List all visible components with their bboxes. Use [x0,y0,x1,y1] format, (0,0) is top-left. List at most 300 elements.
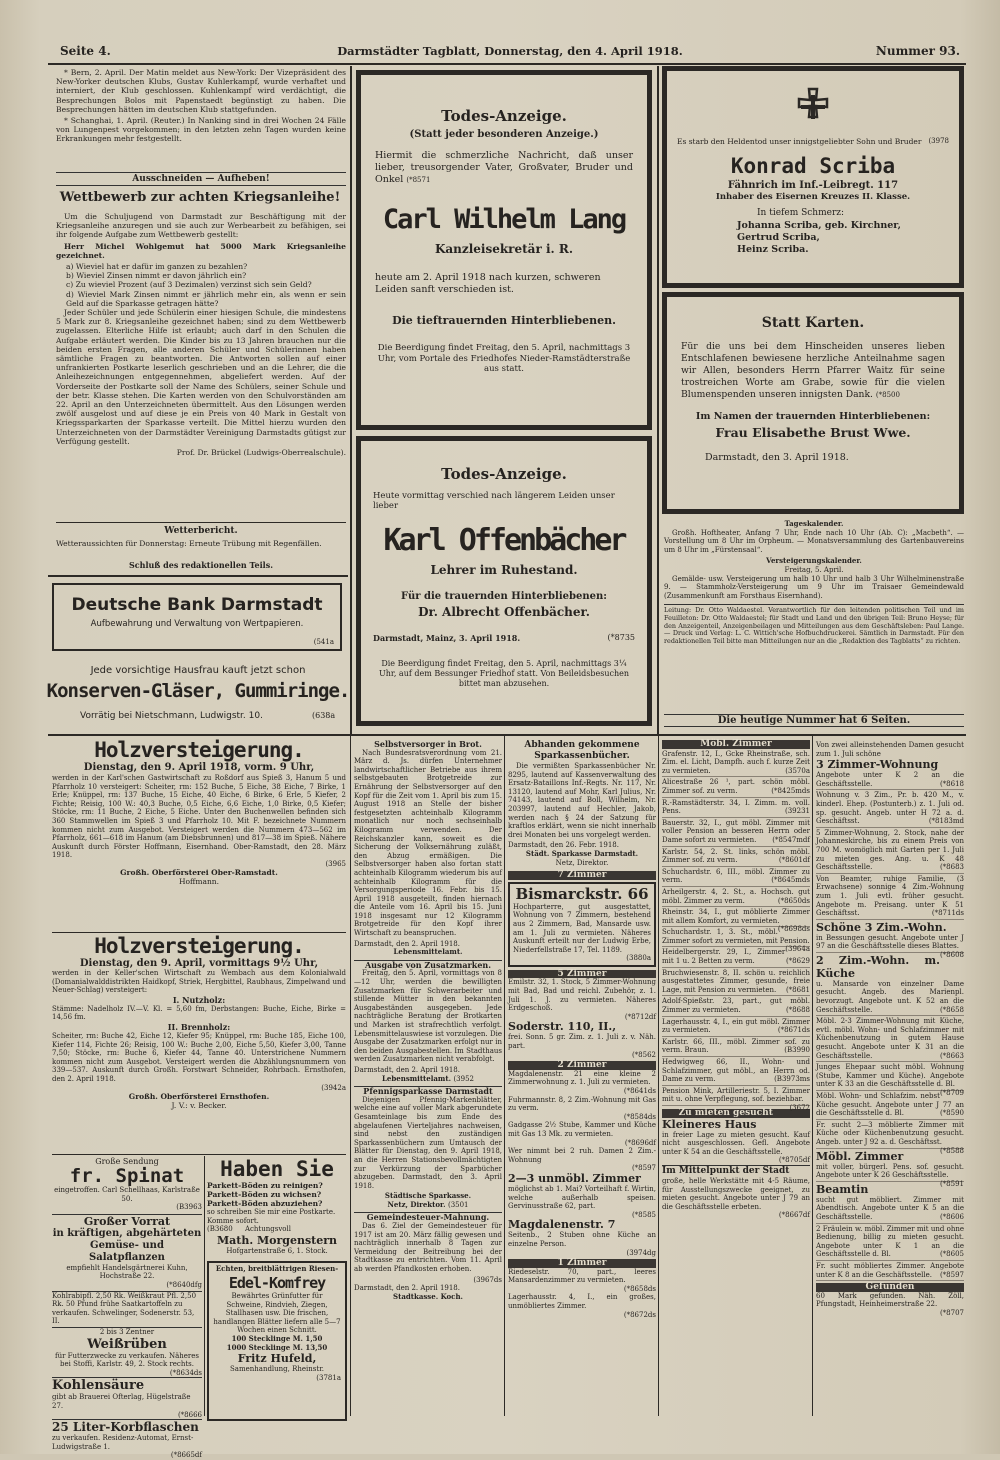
rooms-column [508,740,656,1416]
column-rule [812,736,813,1416]
heading-1-room: 1 Zimmer [508,1259,656,1268]
jars-subtitle: Vorrätig bei Nietschmann, Ludwigstr. 10. [80,711,263,721]
furnished-room-code: (*8425mds [771,786,810,795]
issue-pages-note: Die heutige Nummer hat 6 Seiten. [664,714,964,727]
contest-case: Herr Michel Wohlgemut hat 5000 Mark Kriegsanleihe gezeichnet. [56,241,346,260]
wanted-ad-code: (*8709 [939,1089,964,1097]
news-schanghai: * Schanghai, 1. April. (Reuter.) In Nanking sind in drei Wochen 24 Fälle von Lungenpest vorgekommen; in den letzten zehn Tagen wurden keine Erkrankungen mehr festgestellt. [56,116,346,144]
magd7-text: Seitenb., 2 Stuben ohne Küche an einzelne Person. [508,1231,656,1248]
death2-title: Todes-Anzeige. [441,465,567,483]
magdal-ad: Magdalenenstr. 21 eine kleine 2 Zimmerwohnung z. 1. Juli zu vermieten. [508,1069,656,1087]
notice-savings-text: Diejenigen Pfennig-Markenblätter, welche eine auf voller Mark abgerundete Gesamteinlage bis zum Ende des abgelaufenen Vierteljahres nachweisen, sind nebst den zuständigen Sparkassenbüchern zum Umtausch der Blätter für Dienstag, den 9. April 1918, an die Herren Stationsbevollmächtigten zur Verkürzung der Sparbücher abzugeben. Darmstadt, den 3. April 1918. [354,1095,502,1190]
header-rule [48,63,966,65]
column-rule [504,736,505,1416]
wanted-ad-title: Möbl. Zimmer [816,1149,904,1163]
cut-out-label: Ausschneiden — Aufheben! [56,172,346,186]
page-number-left: Seite 4. [60,44,111,58]
wanted-ad [816,1120,964,1155]
wanted-ad-text: Möbl. 2-3 Zimmer-Wohnung mit Küche, evtl. möbl. Wohn- und Schlafzimmer mit Küchenbenutzung in gutem Hause gesucht. Angebote unter K 31 an die Geschäftsstelle. [816,1017,964,1060]
furnished-room-code: (*8688 [785,1006,810,1015]
haben-footer [207,1225,347,1234]
notice-tax-text: Das 6. Ziel der Gemeindesteuer für 1917 ist am 20. März fällig gewesen und nachträglich innerhalb 8 Tagen zur Vermeidung der Beitreibung bei der Stadtkasse zu entrichten. Vom 11. April ab werden Pfandkosten erhoben. [354,1222,502,1274]
wanted-ad [816,1224,964,1261]
notice-savings-code: (3501 [447,1200,469,1209]
scriba-grief: In tiefem Schmerz: [757,208,845,218]
auction-calendar-title: Versteigerungskalender. [766,556,862,566]
thanks-title: Statt Karten. [761,315,865,331]
furnished-room-code: (*8650ds [777,896,810,905]
wanted-ad [816,1016,964,1062]
komfrey-ad [207,1261,347,1421]
furnished-room-ad [662,749,810,778]
death2-intro: Heute vormittag verschied nach längerem Leiden unser lieber [373,491,615,511]
notice-extra-text: Freitag, den 5. April, vormittags von 8—12 Uhr, werden die bewilligten Zusatzmarken für Schwerarbeiter und stillende Mütter in den bekannten Ausgabeständen ausgegeben. Jede nachträgliche Beratung der Brotkarten und Marken ist strafrechtlich verfolgt. Lebensmittelauswiese ist vorzulegen. Die Ausgabe der Zusatzmarken erfolgt nur in den beiden Ausgabestellen. Im Stadthaus werden Zusatzmarken nicht verabfolgt. [354,969,502,1064]
divider [52,1154,346,1155]
wanted-list [816,740,964,1281]
furnished-room-ad [662,798,810,818]
death1-intro-text: Hiermit die schmerzliche Nachricht, daß unser lieber, treusorgender Vater, Großvater, Bruder und Onkel [375,150,633,185]
gemuese-title: in kräftigen, abgehärteten Gemüse- und Salatpflanzen [52,1227,202,1263]
komfrey-price-1: 100 Stecklinge M. 1,50 [231,1333,323,1343]
death2-place: Darmstadt, Mainz, 3. April 1918. [373,633,521,643]
wanted-ad-reply: Angebote unter K 2 an die Geschäftsstelle. [816,771,964,788]
furnished-room-text: Grafenstr. 12, I., Gcke Rheinstraße, sch. Zim. el. Licht, Dampfh. auch f. kurze Zeit zu vermieten. [662,749,810,775]
small-ads-left-b [207,1157,347,1417]
wanted-ad-code: (*8590 [939,1109,964,1118]
scriba-decoration: Inhaber des Eisernen Kreuzes II. Klasse. [715,192,911,202]
haben-line-1: Parkett-Böden zu reinigen? [207,1181,323,1190]
soder-title: Soderstr. 110, II., [508,1020,617,1034]
divider [52,932,346,933]
kohl-title: Kohlensäure [52,1377,202,1393]
riedes-code: (*8658ds [623,1284,656,1293]
question-a: a) Wieviel hat er dafür im ganzen zu bezahlen? [66,262,248,272]
auction-date: Freitag, 5. April. [784,565,844,574]
death-notice-scriba [662,66,964,288]
wanted-ad-code: (*8618 [939,779,964,788]
furnished-room-text: Arheilgerstr. 4, 2. St., a. Hochsch. gut möbl. Zimmer zu verm. [662,887,810,905]
riedes-ad: Riedeselstr. 70, part., leeres Mansardenzimmer zu vermieten. [508,1267,656,1285]
holz1-office: Großh. Oberförsterei Ober-Ramstadt. [120,867,278,877]
column-rule [350,736,351,1416]
notice-tax-title: Gemeindesteuer-Mahnung. [354,1212,502,1222]
furnished-room-text: Schuchardstr. 1, 3. St., möbl. Zimmer sofort zu vermieten, mit Pension. [662,928,810,945]
wanted-column [816,740,964,1416]
notice-tax-office: Stadtkasse. Koch. [393,1291,463,1301]
wanted-ad [816,790,964,827]
scriba-rank: Fähnrich im Inf.-Leibregt. 117 [727,180,899,191]
wanted-ad [816,920,964,959]
weiss-sub: für Futterzwecke zu verkaufen. Näheres bei Stoffi, Karlstr. 49, 2. Stock rechts. [54,1351,199,1369]
magd7-title: Magdalenenstr. 7 [508,1218,616,1232]
half-rule [48,734,966,736]
wood-auction-wembach [52,934,346,1152]
wanted-ad [816,828,964,874]
spinat-code: (B3963 [176,1203,202,1212]
wanted-ad-code: (*8591 [939,1179,964,1188]
gemuese-sub: empfiehlt Handelsgärtnerei Kuhn, Hochstraße 22. [66,1263,188,1281]
furnished-room-text: Schuchardstr. 6, III., möbl. Zimmer zu verm. [662,867,810,885]
zwei-code: (*8585 [631,1210,656,1219]
wanted-ad-code: (*8608 [939,950,964,959]
scriba-family [737,220,949,256]
korb-title: 25 Liter-Korbflaschen [52,1419,202,1434]
furnished-room-ad [662,1057,810,1086]
lager-ad: Lagerhausstr. 4, I., ein großes, unmöbliertes Zimmer. [508,1293,656,1311]
furnished-room-text: R.-Ramstädterstr. 34, I. Zimm. m. voll. Pens. [662,798,810,816]
column-rule [350,66,352,734]
zwei-title: 2—3 unmöbl. Zimmer [508,1171,641,1185]
issue-number: Nummer 93. [875,44,960,58]
bank-ad [52,583,342,651]
official-notices [354,740,502,1416]
kleines-haus-code: (*8705df [778,1156,810,1165]
news-column [56,68,346,168]
jars-title: Konserven-Gläser, Gummiringe. [46,680,350,702]
notice-bread-text: Nach Bundesratsverordnung vom 21. März d. Js. dürfen Unternehmer landwirtschaftlicher Betriebe aus ihrem selbstgebauten Brotgetreide zur Ernährung der Selbstversorger auf den Kopf für die Zeit vom 1. April bis zum 15. August 1918 an Stelle der bisher festgesetzten achteinhalb Kilogramm monatlich nur noch sechseinhalb Kilogramm verwenden. Der Reichskanzler kann, soweit es die Sicherung der Volksernährung zuläßt, den Abzug ermäßigen. Die Selbstversorger haben also fortan statt achteinhalb Kilogramm wiederum bis auf achteinhalb Kilogramm für die Versorgungsperiode 16. Febr. bis 15. April 1918 ausgeteilt, finden hiernach die Anteile vom 16. April bis 15. Juni 1918 insgesamt nur 12 Kilogramm Brotgetreide für den Kopf ihrer Wirtschaft zu beanspruchen. [354,748,502,938]
haben-text: so schreiben Sie mir eine Postkarte. Komme sofort. [207,1208,336,1225]
furnished-room-code: (*8698ds [777,925,810,934]
morgenstern-address: Hofgartenstraße 6, 1. Stock. [226,1246,328,1255]
death1-funeral: Die Beerdigung findet Freitag, den 5. April, nachmittags 3 Uhr, vom Portale des Friedhofes Nieder-Ramstädterstraße aus statt. [377,343,631,374]
soder-text: frei. Sonn. 5 gr. Zim. z. 1. Juli z. v. Näh. part. [508,1033,656,1051]
emil-ad: Emilstr. 32, 1. Stock, 5 Zimmer-Wohnung mit Bad, Bad und reichl. Zubehör, z. 1. Juli 1. J. zu vermieten. Näheres Erdgeschoß. [508,978,656,1013]
furnished-room-code: (B3990 [784,1046,810,1055]
contest-title: Wettbewerb zur achten Kriegsanleihe! [59,190,341,205]
furnished-room-ad [662,847,810,867]
notice-tax-code: (3967ds [473,1275,502,1284]
heading-wanted: Zu mieten gesucht [662,1109,810,1118]
haben-title: Haben Sie [220,1157,334,1181]
holz2-title: Holzversteigerung. [94,934,304,958]
furnished-room-text: Lagerhausstr. 4, I., ein gut möbl. Zimmer zu vermieten. [662,1017,810,1035]
holz2-office: Großh. Oberförsterei Ernsthofen. [128,1091,270,1101]
furnished-room-ad [662,887,810,907]
gadgasse-code: (*8696df [624,1138,656,1147]
death2-name: Karl Offenbächer [383,523,625,558]
wanted-ad [816,1261,964,1281]
wanted-ad [816,740,964,790]
thanks-code: (*8500 [875,391,900,399]
notice-savings-sign-line [354,1201,502,1210]
question-b: b) Wieviel Zinsen nimmt er davon jährlich ein? [66,271,247,281]
holz2-date: Dienstag, den 9. April, vormittags 9½ Uhr, [79,958,319,969]
wood-auction-rossdorf [52,738,346,930]
wanted-ad-code: (*8658 [939,1005,964,1014]
spinat-sub: eingetroffen. Carl Schellhaas, Karlstraße 50. [54,1186,200,1203]
heading-7-rooms: 7 Zimmer [508,871,656,880]
kohl-code: (*8666 [177,1410,202,1419]
emil-code: (*8712df [624,1012,656,1021]
scriba-name: Konrad Scriba [730,154,896,178]
magdal-code: (*8641ds [623,1087,656,1095]
haben-code: (B3680 [207,1225,233,1234]
notice-extra-sign: Darmstadt, den 2. April 1918. [354,1065,460,1074]
bismarck-ad [508,882,656,967]
furnished-room-text: Rheinstr. 34, I., gut möblierte Zimmer mit allem Komfort, zu vermieten. [662,908,810,925]
found-code: (*8707 [939,1308,964,1317]
mittelpunkt-text: große, helle Werkstätte mit 4-5 Räume, für Ausstellungszwecke geeignet, zu mieten gesucht. Angebote unter J 79 an die Geschäftsstelle erbeten. [662,1176,810,1211]
bismarck-text: Hochparterre, gut ausgestattet, Wohnung von 7 Zimmern, bestehend aus 2 Zimmern, Bad, Mansarde usw. am 1. Juli zu vermieten. Näheres Auskunft erteilt nur der Ludwig Erbe, Niederfellstraße 17, Tel. 1189. [513,902,651,954]
notice-savings-sign: Netz, Direktor. [387,1199,446,1209]
iron-cross-icon [793,87,833,127]
furnished-room-code: (*8601df [778,856,810,865]
column-rule [657,66,659,734]
wanted-ad-text: in Bessungen gesucht. Angebote unter J 97 an die Geschäftsstelle dieses Blattes. [816,933,964,951]
spinat-title: fr. Spinat [69,1165,185,1187]
wanted-ad-text: Junges Ehepaar sucht möbl. Wohnung (Stube, Kammer und Küche). Angebote unter K 33 an die Geschäftsstelle d. Bl. [816,1063,964,1089]
gadgasse-ad: Gadgasse 2½ Stube, Kammer und Küche mit Gas 13 Mk. zu vermieten. [508,1121,656,1138]
furnished-room-code: (B3973ms [774,1075,810,1084]
death2-role: Lehrer im Ruhestand. [430,563,578,577]
column-rule [658,736,659,1416]
wanted-ad-text: Von zwei alleinstehenden Damen gesucht zum 1. Juli schöne [816,741,964,758]
calendar-text: Großh. Hoftheater, Anfang 7 Uhr, Ende nach 10 Uhr (Ab. C): „Macbeth“. — Vorstellung um 8 Uhr im Orpheum. — Monatsversammlung des Gartenbauvereins um 8 Uhr im „Fürstensaal“. [664,528,964,554]
lost-books-office: Städt. Sparkasse Darmstadt. [525,848,639,858]
holz2-text: werden in der Keller'schen Wirtschaft zu Wembach aus dem Kolonialwald (Domanialwalddistrikten Haidkopf, Striek, Hergbittel, Raubhaus, Zimpelwand und Neuer-Schlag) versteigert: [52,969,346,995]
death2-funeral: Die Beerdigung findet Freitag, den 5. April, nachmittags 3¼ Uhr, auf dem Bessunger Friedhof statt. Von Beileidsbesuchen bittet man abzusehen. [379,659,629,688]
notice-extra-office: Lebensmittelamt. [382,1073,452,1083]
komfrey-code: (3781a [316,1373,341,1382]
death-notice-offenbaecher [356,436,652,726]
furnished-room-ad [662,907,810,934]
holz1-code: (3965 [325,859,346,868]
death1-mourners: Die tieftrauernden Hinterbliebenen. [392,314,616,327]
wanted-ad-code: (*8597 [939,1270,964,1279]
death2-code: (*8735 [607,633,635,642]
holz2-nutzholz: I. Nutzholz: [172,994,226,1005]
weiss-top: 2 bis 3 Zentner [52,1327,202,1337]
notice-tax-sign: Darmstadt, den 2. April 1918. [354,1284,460,1293]
notice-extra-title: Ausgabe von Zusatzmarken. [354,960,502,970]
thanks-notice-brust [662,292,964,514]
furnished-room-code: (*8681 [785,985,810,994]
furnished-room-code: (3570a [785,766,810,775]
kleines-haus-text: in freier Lage zu mieten gesucht. Kauf nicht ausgeschlossen. Gefl. Angebote unter K 54 an die Geschäftsstelle. [662,1130,810,1156]
divider [48,575,348,577]
thanks-place: Darmstadt, den 3. April 1918. [705,452,849,463]
masthead-line: Darmstädter Tagblatt, Donnerstag, den 4. April 1918. [337,44,683,58]
notice-savings-title: Pfennigsparkasse Darmstadt [354,1086,502,1096]
thanks-mourners: Im Namen der trauernden Hinterbliebenen: [695,411,931,422]
bismarck-code: (3880a [626,954,651,963]
furnished-room-ad [662,777,810,797]
imprint: Leitung: Dr. Otto Waldaestel. Verantwortlich für den leitenden politischen Teil und im Feuilleton: Dr. Otto Waldaestel; für Stadt und Land und den übrigen Teil: Bruno Heyse; für den Anzeigenteil, Anzeigenbeilagen und Mitteilungen aus dem Geschäftsleben: Paul Lange. — Druck und Verlag: L. C. Wittich'sche Hofbuchdruckerei. Sämtlich in Darmstadt. Für den redaktionellen Teil bitte man Mitteilungen nur an die „Redaktion des Tagblatts“ zu richten. [664,606,964,645]
mittelpunkt-title: Im Mittelpunkt der Stadt [662,1165,810,1177]
wanted-ad-code: (*8683 [939,863,964,872]
death2-place-line [373,633,635,643]
question-d: d) Wieviel Mark Zinsen nimmt er jährlich mehr ein, als wenn er sein Geld auf die Sparkasse getragen hätte? [66,289,346,308]
komfrey-title: Edel-Komfrey [228,1273,326,1292]
soder-code: (*8562 [631,1050,656,1059]
wanted-ad-code: (*8663 [939,1051,964,1060]
furnished-room-code: (39231 [785,807,810,816]
haben-sign: Achtungsvoll [244,1225,291,1234]
komfrey-top: Echten, breitblättrigen Riesen- [215,1264,339,1274]
notice-savings-office: Städtische Sparkasse. [384,1191,472,1201]
death1-role: Kanzleisekretär i. R. [434,242,574,256]
holz2-code: (3942a [321,1083,346,1092]
wanted-ad-code: (*8711ds [931,909,964,918]
scriba-family-mother: Johanna Scriba, geb. Kirchner, [737,220,901,231]
death1-name: Carl Wilhelm Lang [382,204,626,235]
lost-books-director: Netz, Direktor. [555,858,609,867]
found-ad: 60 Mark gefunden. Näh. Zöll, Pfungstadt, Heinheimerstraße 22. [816,1291,964,1309]
furnished-room-code: (3964a [785,945,810,954]
furnished-room-ad [662,968,810,997]
furnished-room-code: (3672 [789,1103,810,1112]
morgenstern-name: Math. Morgenstern [216,1233,338,1247]
scriba-intro [677,137,949,146]
komfrey-price-2: 1000 Stecklinge M. 13,50 [226,1342,328,1352]
kleines-haus-title: Kleineres Haus [662,1117,757,1131]
scriba-code: (3978 [928,137,949,145]
wanted-ad-title: Beamtin [816,1182,869,1196]
furnished-room-text: Hedwigweg 66, II., Wohn- und Schlafzimmer, gut möbl., an Herrn od. Dame zu verm. [662,1058,810,1084]
furnished-room-text: Alicestraße 26 ¹, part. schön möbl. Zimmer sof. zu verm. [662,778,810,795]
spinat-top: Große Sendung [95,1157,159,1166]
wanted-ad-text: Wohnung v. 3 Zim., Pr. b. 420 M., v. kinderl. Ehep. (Postunterb.) z. 1. Juli od. sp. gesucht. Angeb. unter H 72 a. d. Geschäftsst. [816,791,964,826]
weiss-code: (*8634ds [169,1368,202,1377]
editorial-end: Schluß des redaktionellen Teils. [128,560,274,570]
death2-mourners-label: Für die trauernden Hinterbliebenen: [401,591,607,602]
holz1-sign: Hoffmann. [178,876,219,886]
fuhr-ad: Fuhrmannstr. 8, 2 Zim.-Wohnung mit Gas zu verm. [508,1095,656,1113]
fuhr-code: (*8584ds [623,1112,656,1121]
mittelpunkt-code: (*8667df [778,1211,810,1220]
notice-extra-office-line [354,1075,502,1084]
furnished-room-ad [662,1017,810,1037]
wanted-ad [816,1062,964,1097]
contest-signature: Prof. Dr. Brückel (Ludwigs-Oberrealschule). [176,448,346,458]
death1-code: (*8571 [406,176,431,184]
scriba-family-brother: Heinz Scriba. [737,244,809,255]
wanted-ad-text: Von Beamter, ruhige Familie, (3 Erwachsene) sonnige 4 Zim.-Wohnung zum 1. Juli evtl. früher gesucht. Angebote m. Preisang. unter K 51 Geschäftsst. [816,874,964,918]
wanted-ad-code: (*8183md [928,817,964,826]
komfrey-seller: Fritz Hufeld, [237,1352,317,1366]
wanted-ad [816,874,964,920]
death1-title: Todes-Anzeige. [441,107,567,125]
holz2-sign: J. V.: v. Becker. [171,1100,227,1110]
lost-books-title: Abhanden gekommene Sparkassenbücher. [524,740,640,761]
wanted-ad-text: Möbl. Wohn- und Schlafzim. nebst Küche gesucht. Angebote unter J 77 an die Geschäftsstelle d. Bl. [816,1092,964,1118]
furnished-room-ad [662,1037,810,1057]
furnished-room-text: Karlstr. 66, III., möbl. Zimmer sof. zu verm. Braun. [662,1037,810,1055]
furnished-room-text: Bauerstr. 32, I., gut möbl. Zimmer mit voller Pension an besseren Herrn oder Dame sofort zu vermieten. [662,818,810,844]
wanted-ad-text: sucht gut möbliert. Zimmer mit Abendtisch. Angebote unter K 5 an die Geschäftsstelle. [816,1195,964,1221]
heading-2-rooms: 2 Zimmer [508,1061,656,1070]
furnished-room-code: (*8645mds [771,876,810,885]
furnished-room-code: (*8629 [785,957,810,966]
heading-5-rooms: 5 Zimmer [508,970,656,979]
furnished-room-ad [662,996,810,1016]
holz1-date: Dienstag, den 9. April 1918, vorm. 9 Uhr, [83,762,315,773]
heading-found: Gefunden [816,1283,964,1292]
scriba-intro-text: Es starb den Heldentod unser innigstgeliebter Sohn und Bruder [677,137,922,146]
wanted-ad-title: 2 Zim.-Wohn. m. Küche [816,953,940,980]
lost-books-text: Die vermißten Sparkassenbücher Nr. 8295, lautend auf Kassenverwaltung des Ersatz-Bataillons Inf.-Regts. Nr. 117, Nr. 13120, lautend auf Mohr, Karl Julius, Nr. 74143, lautend auf Boll, Wilhelm, Nr. 203997, lautend auf Hechler, Jakob, werden nach § 24 der Satzung für kraftlos erklärt, wenn sie nicht innerhalb drei Monaten bei uns vorgelegt werden. [508,762,656,839]
holz2-nutz-text: Stämme: Nadelholz IV.—V. Kl. = 5,60 fm, Derbstangen: Buche, Eiche, Birke = 14,56 fm. [52,1004,346,1022]
notice-bread-sign: Darmstadt, den 2. April 1918. [354,939,460,948]
weiss-title: Weißrüben [87,1336,167,1352]
wanted-ad-text: 2 Fräulein w. möbl. Zimmer mit und ohne Bedienung, billig zu mieten gesucht. Angebote unter K 1 an die Geschäftsstelle d. Bl. [816,1224,964,1259]
magd7-code: (3974dg [626,1248,656,1257]
furnished-room-text: Adolf-Spießstr. 23, part., gut möbl. Zimmer zu vermieten. [662,997,810,1015]
weather-text: Wetteraussichten für Donnerstag: Erneute Trübung mit Regenfällen. [56,539,322,548]
heading-furnished: Möbl. Zimmer [662,740,810,749]
divider [56,522,346,523]
wanted-ad-text: mit voller, bürgerl. Pens. sof. gesucht. Angebote unter K 26 Geschäftsstelle. [816,1162,964,1180]
vorrat-title: Großer Vorrat [52,1214,202,1228]
bismarck-title: Bismarckstr. 66 [515,884,649,903]
holz1-text: werden in der Karl'schen Gastwirtschaft zu Roßdorf aus Spieß 3, Hanum 5 und Pfarrholz 10 versteigert: Scheiter, rm: 152 Buche, 5 Eiche, 38 Eiche, 7 Birke, 1 Erle; Knüppel, rm: 137 Buche, 15 Eiche, 40 Eiche, 6 Birke, 6 Erle, 5 Kiefer, 2 Fichte; Reisig, 100 W.: 40,3 Buche, 0,5 Eiche, 6,6 Eiche, 1,0 Birke, 0,5 Kiefer; Stöcke, rm: 11 Buche, 2 Eiche, 5 Eiche. Unter den Buchenwellen befinden sich 360 Stammwellen im Spieß 3 und Pfarrholz 10. Mit F. bezeichnete Nummern kommen nicht zum Ausgebot. Versteigert werden die Nummern 473—562 im Pfarrholz, 661—618 im Hanum (am Diebsbrunnen) und 817—38 im Spieß. Nähere Auskunft durch Förster Hoffmann, Eisernhand. Ober-Ramstadt, den 28. März 1918. [52,774,346,860]
jars-line: Jede vorsichtige Hausfrau kauft jetzt schon [90,665,306,676]
zwei-text: möglichst ab 1. Mai? Vorteilhaft f. Wirtin, welche außerhalb speisen. Gervinusstraße 62, part. [508,1184,656,1211]
news-bern: * Bern, 2. April. Der Matin meldet aus New-York: Der Vizepräsident des New-Yorker deutschen Klubs, Gustav Kuhlerkampf, wurde verhaftet und interniert, der Klub geschlossen. Kuhlenkampf wird verdächtigt, die Besprechungen Bolos mit Papenstaedt begünstigt zu haben. Die Besprechungen hätten im deutschen Klub stattgefunden. [56,68,346,114]
wanted-ad-text: 5 Zimmer-Wohnung, 2. Stock, nahe der Johanneskirche, bis zu einem Preis von 700 M. womöglich mit Garten per 1. Juli zu mieten ges. Ang. u. K 48 Geschäftsstelle. [816,828,964,872]
jars-code: (638a [312,711,336,720]
furnished-room-text: Bruchwiesenstr. 8, II. schön u. reichlich ausgestattetes Zimmer, gesunde, freie Lage, mit Pension zu vermieten. [662,968,810,994]
kohl-sub: gibt ab Brauerei Ofterlag, Hügelstraße 27. [52,1393,191,1410]
furnished-room-code: (*8671ds [777,1026,810,1035]
death1-subtitle: (Statt jeder besonderen Anzeige.) [409,129,599,140]
gemuese-code: (*8640dfg [166,1280,202,1289]
furnished-room-text: Karlstr. 54, 2. St. links, schön möbl. Zimmer sof. zu verm. [662,847,810,865]
thanks-text [681,341,945,401]
furnished-room-text: Pension Mink, Artilleriestr. 5, I. Zimmer mit u. ohne Verpflegung, sof. beziehbar. [662,1086,810,1104]
furnished-room-text: Heidelbergerstr. 29, I., Zimmer mit 1 u. 2 Betten zu verm. [662,948,786,966]
wanted-ad-title: 3 Zimmer-Wohnung [816,758,939,772]
wanted-ad-title: Schöne 3 Zim.-Wohn. [816,920,947,934]
contest-intro: Um die Schuljugend von Darmstadt zur Beschäftigung mit der Kriegsanleihe anzuregen und sie auch zur Werbearbeit zu befähigen, sei ihr folgende Aufgabe zum Wettbewerb gestellt: [56,212,346,240]
furnished-room-ad [662,1086,810,1112]
column-rule [204,1156,205,1416]
death-notice-lang [356,70,652,430]
weather-title: Wetterbericht. [164,526,238,536]
notice-bread-title: Selbstversorger in Brot. [374,739,482,749]
auction-text: Gemälde- usw. Versteigerung um halb 10 Uhr und halb 3 Uhr Wilhelminenstraße 9. — Stammholz-Versteigerung um 9 Uhr im Traisaer Gemeindewald (Zusammenkunft am Forsthaus Eisernhand). [664,574,964,600]
thanks-name: Frau Elisabethe Brust Wwe. [715,425,911,440]
question-c: c) Zu wieviel Prozent (auf 3 Dezimalen) verzinst sich sein Geld? [66,280,312,290]
calendar-section [664,520,964,730]
wanted-ad-code: (*8588 [939,1146,964,1155]
furnished-room-ad [662,867,810,887]
small-ads-left [52,1157,202,1460]
contest-text [56,212,346,512]
holz2-brennholz: II. Brennholz: [167,1021,231,1032]
contest-body: Jeder Schüler und jede Schülerin einer hiesigen Schule, die mindestens 5 Mark zur 8. Kriegsanleihe gezeichnet haben; sind zu dem Wettbewerb zugelassen. Elterliche Hilfe ist erlaubt; auch darf in den Schulen die Aufgabe erläutert werden. Die Kinder bis zu 13 Jahren brauchen nur die beiden ersten Fragen, alle anderen Schüler und Schülerinnen haben sämtliche Fragen zu beantworten. Die Antworten sollen auf einer unfrankierten Postkarte leserlich geschrieben und an die Lehrer, die die Anleihezeichnungen entgegennehmen, abgeliefert werden. Auf der Vorderseite der Postkarte soll der Name des Schülers, seiner Schule und der betr. Klasse stehen. Die Karten werden von den Schulvorständen am 22. April an den Unterzeichneten übermittelt. Aus den Lösungen werden zwölf ausgelost und auf diese je ein Preis von 40 Mark in Gestalt von Kriegssparkarten der Sparkasse verteilt. Die Mittel hierzu wurden den Unterzeichneten von der Darmstädter Vereinigung Darmstadts gütigst zur Verfügung gestellt. [56,308,346,446]
death1-intro [375,150,633,186]
furnished-rooms-column [662,740,810,1416]
haben-lines [207,1181,347,1208]
komfrey-text: Bewährtes Grünfutter für Schweine, Rindvieh, Ziegen, Stallhasen usw. Die frischen, handlangen Blätter liefern alle 5—7 Wochen einen Schnitt. [213,1291,341,1335]
wanted-ad-code: (*8606 [939,1212,964,1221]
calendar-title: Tageskalender. [784,519,844,528]
furnished-room-code: (*8547mdf [772,835,810,844]
death2-mourner: Dr. Albrecht Offenbächer. [418,605,590,619]
wanted-ad-text: Fr. sucht 2—3 möblierte Zimmer mit Küche oder Küchenbenutzung gesucht. Angeb. unter J 92 a. d. Geschäftsst. [816,1120,964,1146]
furnished-list [662,749,810,1112]
lost-books-sign: Darmstadt, den 26. Febr. 1918. [508,841,619,850]
wanted-ad-code: (*8605 [939,1250,964,1259]
lager-code: (*8672ds [623,1310,656,1319]
haben-line-3: Parkett-Böden abzuziehen? [207,1199,323,1208]
bank-title: Deutsche Bank Darmstadt [71,595,323,615]
wanted-ad-text: u. Mansarde von einzelner Dame gesucht. Angeb. des Marienpl. bevorzugt. Angebote unt. K 52 an die Geschäftsstelle. [816,979,964,1014]
scriba-family-sister: Gertrud Scriba, [737,232,820,243]
wer-ad: Wer nimmt bei 2 ruh. Damen 2 Zim.-Wohnung [508,1147,656,1164]
wer-code: (*8597 [631,1164,656,1173]
